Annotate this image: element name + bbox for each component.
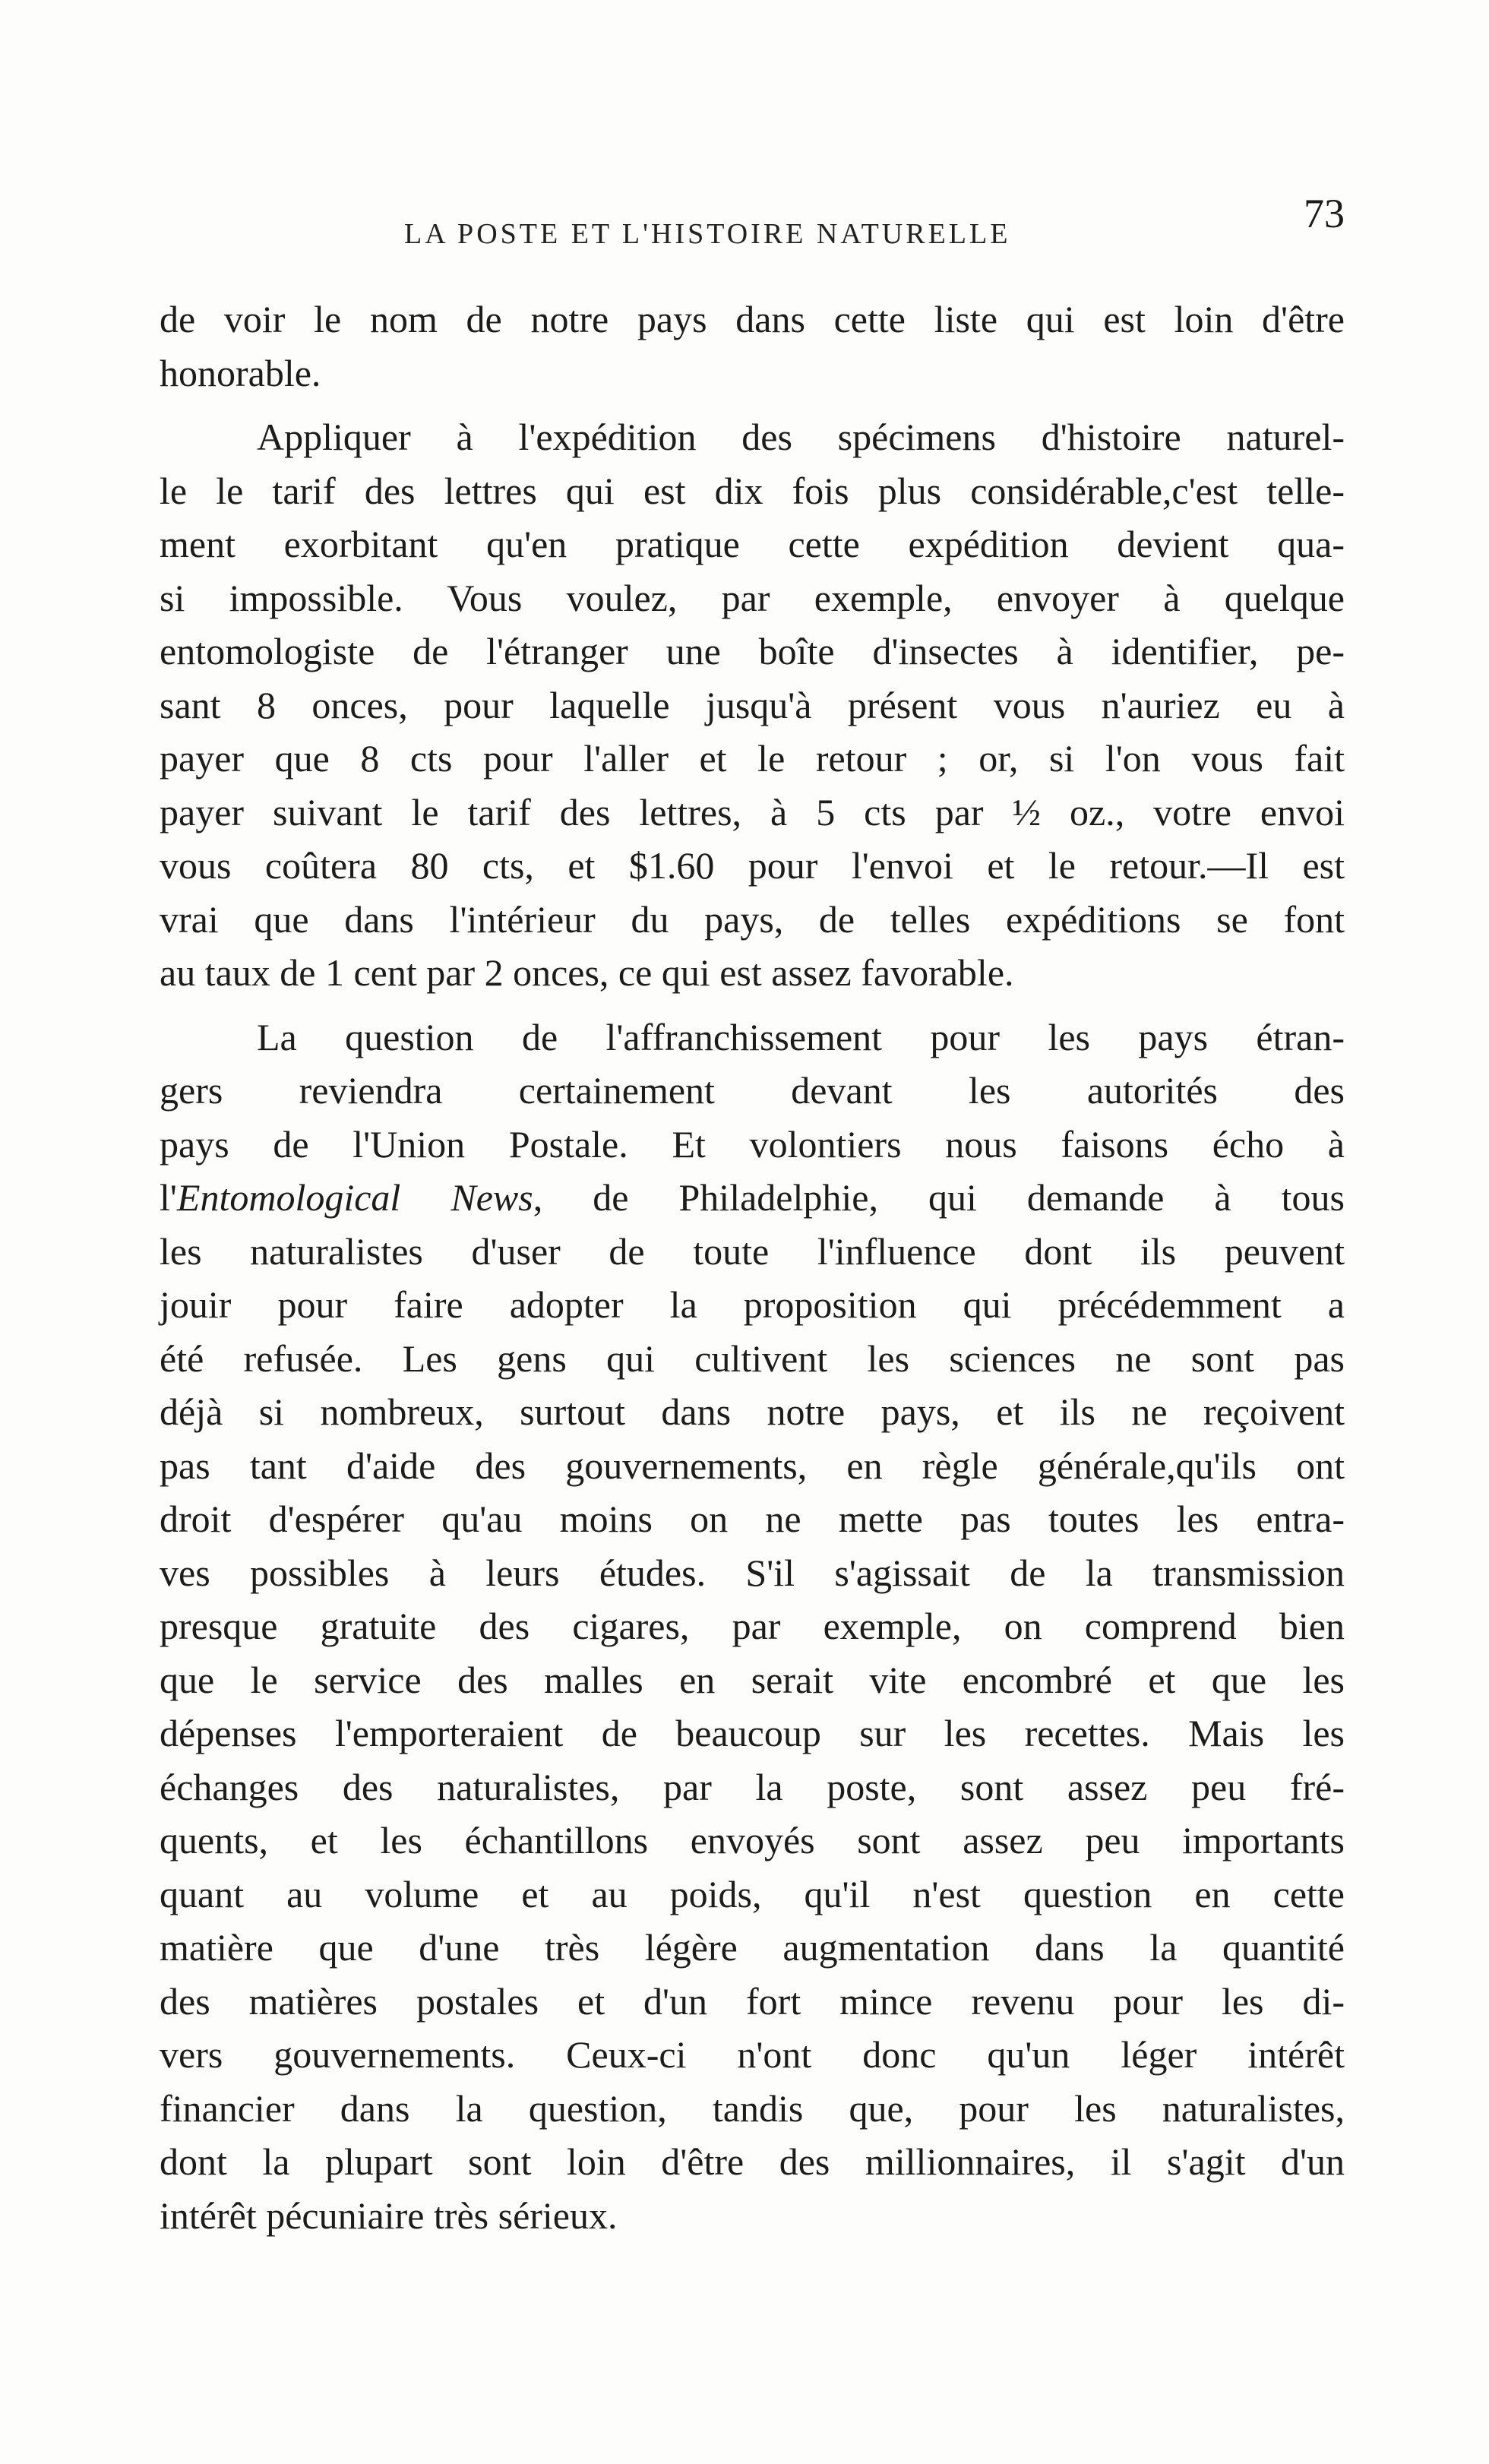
text-line: pays de l'Union Postale. Et volontiers nous faisons écho à [160,1122,1345,1166]
text-line: déjà si nombreux, surtout dans notre pays, et ils ne reçoivent [160,1390,1345,1433]
text-line: échanges des naturalistes, par la poste, sont assez peu fré- [160,1765,1345,1808]
text-line: dépenses l'emporteraient de beaucoup sur les recettes. Mais les [160,1712,1345,1754]
paragraph-2 [160,410,1345,1000]
body-text [160,293,1345,2242]
text-line: vrai que dans l'intérieur du pays, de telles expéditions se font [160,897,1345,941]
text-line: que le service des malles en serait vite encombré et que les [160,1658,1345,1701]
text-line: entomologiste de l'étranger une boîte d'insectes à identifier, pe- [160,630,1345,672]
text-line: payer que 8 cts pour l'aller et le retour ; or, si l'on vous fait [160,737,1345,780]
paragraph-1 [160,293,1345,400]
text-fragment: , de Philadelphie, qui demande à tous [533,1176,1345,1219]
text-line: Appliquer à l'expédition des spécimens d'histoire naturel- [257,416,1345,458]
text-line: gers reviendra certainement devant les autorités des [160,1069,1345,1112]
text-line: des matières postales et d'un fort mince revenu pour les di- [160,1979,1345,2023]
text-line: honorable. [160,351,321,394]
text-line: ves possibles à leurs études. S'il s'agissait de la transmission [160,1551,1345,1594]
text-line: vous coûtera 80 cts, et $1.60 pour l'envoi et le retour.—Il est [160,844,1345,887]
text-line: payer suivant le tarif des lettres, à 5 cts par ½ oz., votre envoi [160,790,1345,833]
text-line: financier dans la question, tandis que, pour les naturalistes, [160,2086,1345,2130]
journal-title: Entomological News [176,1176,533,1219]
paragraph-3 [160,1011,1345,2243]
page-number: 73 [1304,191,1345,236]
text-line: La question de l'affranchissement pour les pays étran- [257,1015,1345,1058]
text-line: presque gratuite des cigares, par exemple, on comprend bien [160,1605,1345,1647]
text-line-with-italic [160,1171,1345,1225]
running-title: LA POSTE ET L'HISTOIRE NATURELLE [404,218,1011,250]
text-line: matière que d'une très légère augmentation dans la quantité [160,1926,1345,1969]
text-line: le le tarif des lettres qui est dix fois plus considérable,c'est telle- [160,469,1345,512]
text-line: intérêt pécuniaire très sérieux. [160,2194,618,2237]
text-line: sant 8 onces, pour laquelle jusqu'à présent vous n'auriez eu à [160,683,1345,726]
text-line: droit d'espérer qu'au moins on ne mette pas toutes les entra- [160,1498,1345,1540]
text-line: dont la plupart sont loin d'être des millionnaires, il s'agit d'un [160,2140,1345,2183]
running-head [160,190,1345,258]
text-line: vers gouvernements. Ceux-ci n'ont donc qu'un léger intérêt [160,2033,1345,2076]
text-line: quant au volume et au poids, qu'il n'est question en cette [160,1872,1345,1915]
text-line: au taux de 1 cent par 2 onces, ce qui est assez favorable. [160,951,1014,994]
text-line: quents, et les échantillons envoyés sont assez peu importants [160,1819,1345,1861]
text-line: les naturalistes d'user de toute l'influence dont ils peuvent [160,1229,1345,1273]
text-line: de voir le nom de notre pays dans cette liste qui est loin d'être [160,298,1345,340]
text-line: ment exorbitant qu'en pratique cette expédition devient qua- [160,523,1345,565]
text-line: pas tant d'aide des gouvernements, en règle générale,qu'ils ont [160,1444,1345,1487]
text-fragment: l' [160,1176,177,1219]
text-line: si impossible. Vous voulez, par exemple, envoyer à quelque [160,576,1345,619]
text-line: été refusée. Les gens qui cultivent les sciences ne sont pas [160,1336,1345,1380]
text-line: jouir pour faire adopter la proposition qui précédemment a [160,1283,1345,1326]
